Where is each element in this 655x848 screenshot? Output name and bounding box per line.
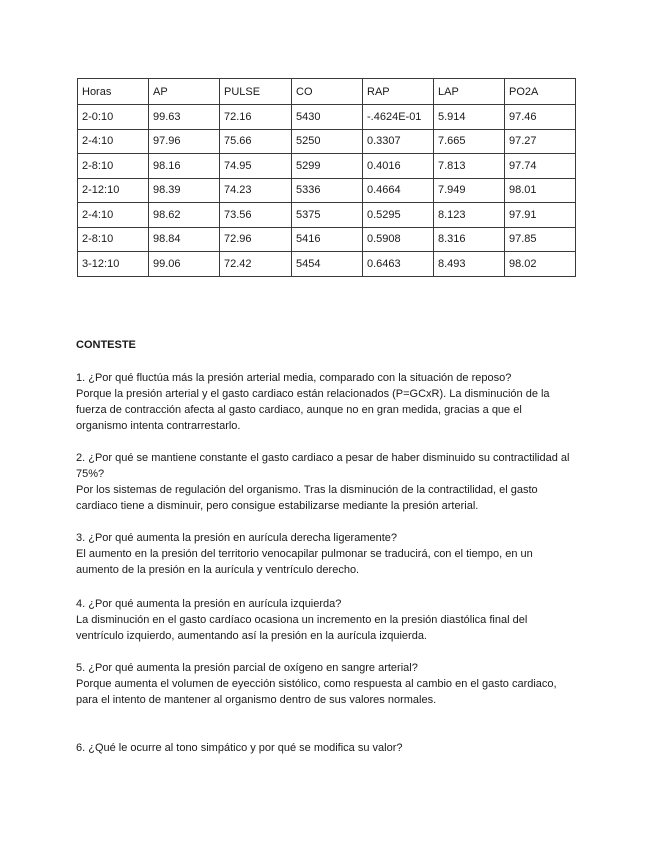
table-cell: 5454 (292, 252, 363, 277)
table-cell: 98.02 (505, 252, 576, 277)
table-cell: 2-4:10 (78, 203, 149, 228)
table-cell: 74.23 (220, 178, 292, 203)
answer-text: Por los sistemas de regulación del organismo. Tras la disminución de la contractilidad, el gasto cardiaco tiene a disminuir, pero consigue estabilizarse mediante la presión arterial. (76, 484, 538, 512)
table-cell: 7.949 (434, 178, 505, 203)
table-cell: 72.42 (220, 252, 292, 277)
table-row (78, 105, 576, 130)
question-text: 4. ¿Por qué aumenta la presión en aurícula izquierda? (76, 598, 342, 610)
table-cell: 7.665 (434, 129, 505, 154)
table-cell: 2-8:10 (78, 227, 149, 252)
column-header-ap: AP (149, 79, 220, 105)
table-cell: 99.06 (149, 252, 220, 277)
table-row (78, 227, 576, 252)
question-text: 5. ¿Por qué aumenta la presión parcial de oxígeno en sangre arterial? (76, 662, 418, 674)
table-cell: 7.813 (434, 154, 505, 179)
table-cell: 97.46 (505, 105, 576, 130)
table-cell: 0.4664 (363, 178, 434, 203)
table-cell: 8.493 (434, 252, 505, 277)
table-cell: 2-12:10 (78, 178, 149, 203)
table-cell: 0.4016 (363, 154, 434, 179)
question-text: 6. ¿Qué le ocurre al tono simpático y por qué se modifica su valor? (76, 742, 403, 754)
table-cell: 5299 (292, 154, 363, 179)
table-cell: 97.74 (505, 154, 576, 179)
table-cell: 72.16 (220, 105, 292, 130)
table-cell: 5.914 (434, 105, 505, 130)
table-row (78, 129, 576, 154)
column-header-pulse: PULSE (220, 79, 292, 105)
hemodynamics-table (77, 78, 576, 277)
table-cell: 98.84 (149, 227, 220, 252)
question-text: 2. ¿Por qué se mantiene constante el gasto cardiaco a pesar de haber disminuido su contractilidad al 75%? (76, 452, 570, 480)
table-cell: 5336 (292, 178, 363, 203)
table-cell: 5416 (292, 227, 363, 252)
question-block-3 (76, 530, 576, 578)
table-cell: 99.63 (149, 105, 220, 130)
table-cell: 97.85 (505, 227, 576, 252)
column-header-lap: LAP (434, 79, 505, 105)
table-cell: 5375 (292, 203, 363, 228)
question-block-2 (76, 450, 576, 514)
table-cell: 8.316 (434, 227, 505, 252)
table-cell: 97.96 (149, 129, 220, 154)
section-title: CONTESTE (76, 339, 136, 351)
answer-text: Porque la presión arterial y el gasto cardiaco están relacionados (P=GCxR). La disminución de la fuerza de contracción afecta al gasto cardiaco, aunque no en gran medida, gracias a que el organismo intenta contrarrestarlo. (76, 388, 550, 432)
table-cell: 72.96 (220, 227, 292, 252)
answer-text: Porque aumenta el volumen de eyección sistólico, como respuesta al cambio en el gasto cardiaco, para el intento de mantener al organismo dentro de sus valores normales. (76, 678, 557, 706)
table-cell: 0.6463 (363, 252, 434, 277)
table-cell: 98.39 (149, 178, 220, 203)
column-header-horas: Horas (78, 79, 149, 105)
table-cell: 98.62 (149, 203, 220, 228)
table-cell: 8.123 (434, 203, 505, 228)
column-header-rap: RAP (363, 79, 434, 105)
table-cell: 0.3307 (363, 129, 434, 154)
table-cell: 2-0:10 (78, 105, 149, 130)
table-cell: -.4624E-01 (363, 105, 434, 130)
table-row (78, 154, 576, 179)
table-cell: 3-12:10 (78, 252, 149, 277)
table-header-row (78, 79, 576, 105)
question-text: 3. ¿Por qué aumenta la presión en aurícula derecha ligeramente? (76, 532, 398, 544)
question-block-5 (76, 660, 576, 708)
question-block-4 (76, 596, 576, 644)
table-cell: 75.66 (220, 129, 292, 154)
table-cell: 97.27 (505, 129, 576, 154)
table-cell: 74.95 (220, 154, 292, 179)
answer-text: La disminución en el gasto cardíaco ocasiona un incremento en la presión diastólica final del ventrículo izquierdo, aumentando así la presión en la aurícula izquierda. (76, 614, 528, 642)
table-row (78, 252, 576, 277)
table-cell: 2-4:10 (78, 129, 149, 154)
table-cell: 73.56 (220, 203, 292, 228)
table-cell: 5250 (292, 129, 363, 154)
table-cell: 2-8:10 (78, 154, 149, 179)
table-cell: 98.16 (149, 154, 220, 179)
question-block-6 (76, 740, 576, 756)
table-cell: 98.01 (505, 178, 576, 203)
column-header-po2a: PO2A (505, 79, 576, 105)
column-header-co: CO (292, 79, 363, 105)
table-row (78, 203, 576, 228)
answer-text: El aumento en la presión del territorio venocapilar pulmonar se traducirá, con el tiempo, en un aumento de la presión en la aurícula y ventrículo derecho. (76, 548, 533, 576)
table-row (78, 178, 576, 203)
table-cell: 5430 (292, 105, 363, 130)
question-text: 1. ¿Por qué fluctúa más la presión arterial media, comparado con la situación de reposo? (76, 372, 512, 384)
table-cell: 0.5295 (363, 203, 434, 228)
table-cell: 0.5908 (363, 227, 434, 252)
question-block-1 (76, 370, 576, 434)
table-cell: 97.91 (505, 203, 576, 228)
